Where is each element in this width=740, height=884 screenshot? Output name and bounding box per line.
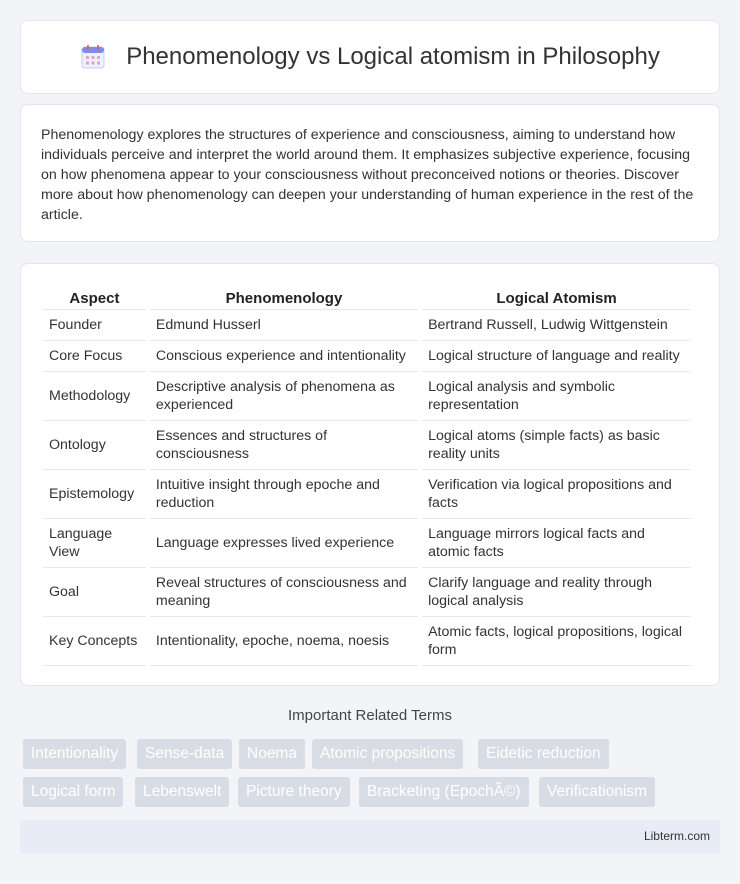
tag-atomic-propositions[interactable]: Atomic propositions <box>312 739 463 769</box>
cell-aspect: Core Focus <box>43 341 146 372</box>
cell-phenomenology: Descriptive analysis of phenomena as experienced <box>150 372 418 421</box>
cell-aspect: Ontology <box>43 421 146 470</box>
table-row <box>43 372 691 421</box>
cell-logical-atomism: Verification via logical propositions and facts <box>422 470 691 519</box>
cell-aspect: Founder <box>43 310 146 341</box>
header-logical-atomism: Logical Atomism <box>422 284 691 310</box>
intro-card <box>20 104 720 242</box>
table-row <box>43 470 691 519</box>
cell-logical-atomism: Logical analysis and symbolic representation <box>422 372 691 421</box>
cell-phenomenology: Conscious experience and intentionality <box>150 341 418 372</box>
header-phenomenology: Phenomenology <box>150 284 418 310</box>
tag-logical-form[interactable]: Logical form <box>23 777 123 807</box>
cell-logical-atomism: Logical structure of language and reality <box>422 341 691 372</box>
header-aspect: Aspect <box>43 284 146 310</box>
header-card <box>20 20 720 94</box>
comparison-table-card <box>20 263 720 686</box>
tag-bracketing[interactable]: Bracketing (EpochÃ©) <box>359 777 529 807</box>
table-row <box>43 519 691 568</box>
cell-aspect: Language View <box>43 519 146 568</box>
cell-logical-atomism: Atomic facts, logical propositions, logical form <box>422 617 691 666</box>
related-terms-title: Important Related Terms <box>288 707 452 724</box>
tag-eidetic-reduction[interactable]: Eidetic reduction <box>478 739 609 769</box>
table-row <box>43 617 691 666</box>
cell-aspect: Goal <box>43 568 146 617</box>
tag-noema[interactable]: Noema <box>239 739 305 769</box>
table-row <box>43 310 691 341</box>
cell-logical-atomism: Language mirrors logical facts and atomic facts <box>422 519 691 568</box>
tag-verificationism[interactable]: Verificationism <box>539 777 655 807</box>
intro-text: Phenomenology explores the structures of experience and consciousness, aiming to understand how individuals perceive and interpret the world around them. It emphasizes subjective experience, focusing on how phenomena appear to your consciousness without preconceived notions or theories. Discover more about how phenomenology can deepen your understanding of human experience in the rest of the article. <box>41 127 694 223</box>
tag-picture-theory[interactable]: Picture theory <box>238 777 350 807</box>
cell-phenomenology: Essences and structures of consciousness <box>150 421 418 470</box>
cell-logical-atomism: Logical atoms (simple facts) as basic reality units <box>422 421 691 470</box>
cell-logical-atomism: Clarify language and reality through logical analysis <box>422 568 691 617</box>
tag-lebenswelt[interactable]: Lebenswelt <box>135 777 229 807</box>
cell-phenomenology: Intentionality, epoche, noema, noesis <box>150 617 418 666</box>
cell-aspect: Methodology <box>43 372 146 421</box>
cell-phenomenology: Intuitive insight through epoche and reduction <box>150 470 418 519</box>
table-row <box>43 421 691 470</box>
tag-sense-data[interactable]: Sense-data <box>137 739 232 769</box>
cell-phenomenology: Reveal structures of consciousness and meaning <box>150 568 418 617</box>
cell-aspect: Key Concepts <box>43 617 146 666</box>
footer-brand[interactable]: Libterm.com <box>643 829 710 843</box>
cell-aspect: Epistemology <box>43 470 146 519</box>
calendar-icon <box>80 44 106 70</box>
table-row <box>43 341 691 372</box>
cell-logical-atomism: Bertrand Russell, Ludwig Wittgenstein <box>422 310 691 341</box>
table-header-row <box>43 284 691 310</box>
cell-phenomenology: Language expresses lived experience <box>150 519 418 568</box>
table-row <box>43 568 691 617</box>
page-title: Phenomenology vs Logical atomism in Philosophy <box>126 43 660 70</box>
footer <box>20 820 720 854</box>
tag-intentionality[interactable]: Intentionality <box>23 739 126 769</box>
comparison-table <box>39 284 695 666</box>
cell-phenomenology: Edmund Husserl <box>150 310 418 341</box>
